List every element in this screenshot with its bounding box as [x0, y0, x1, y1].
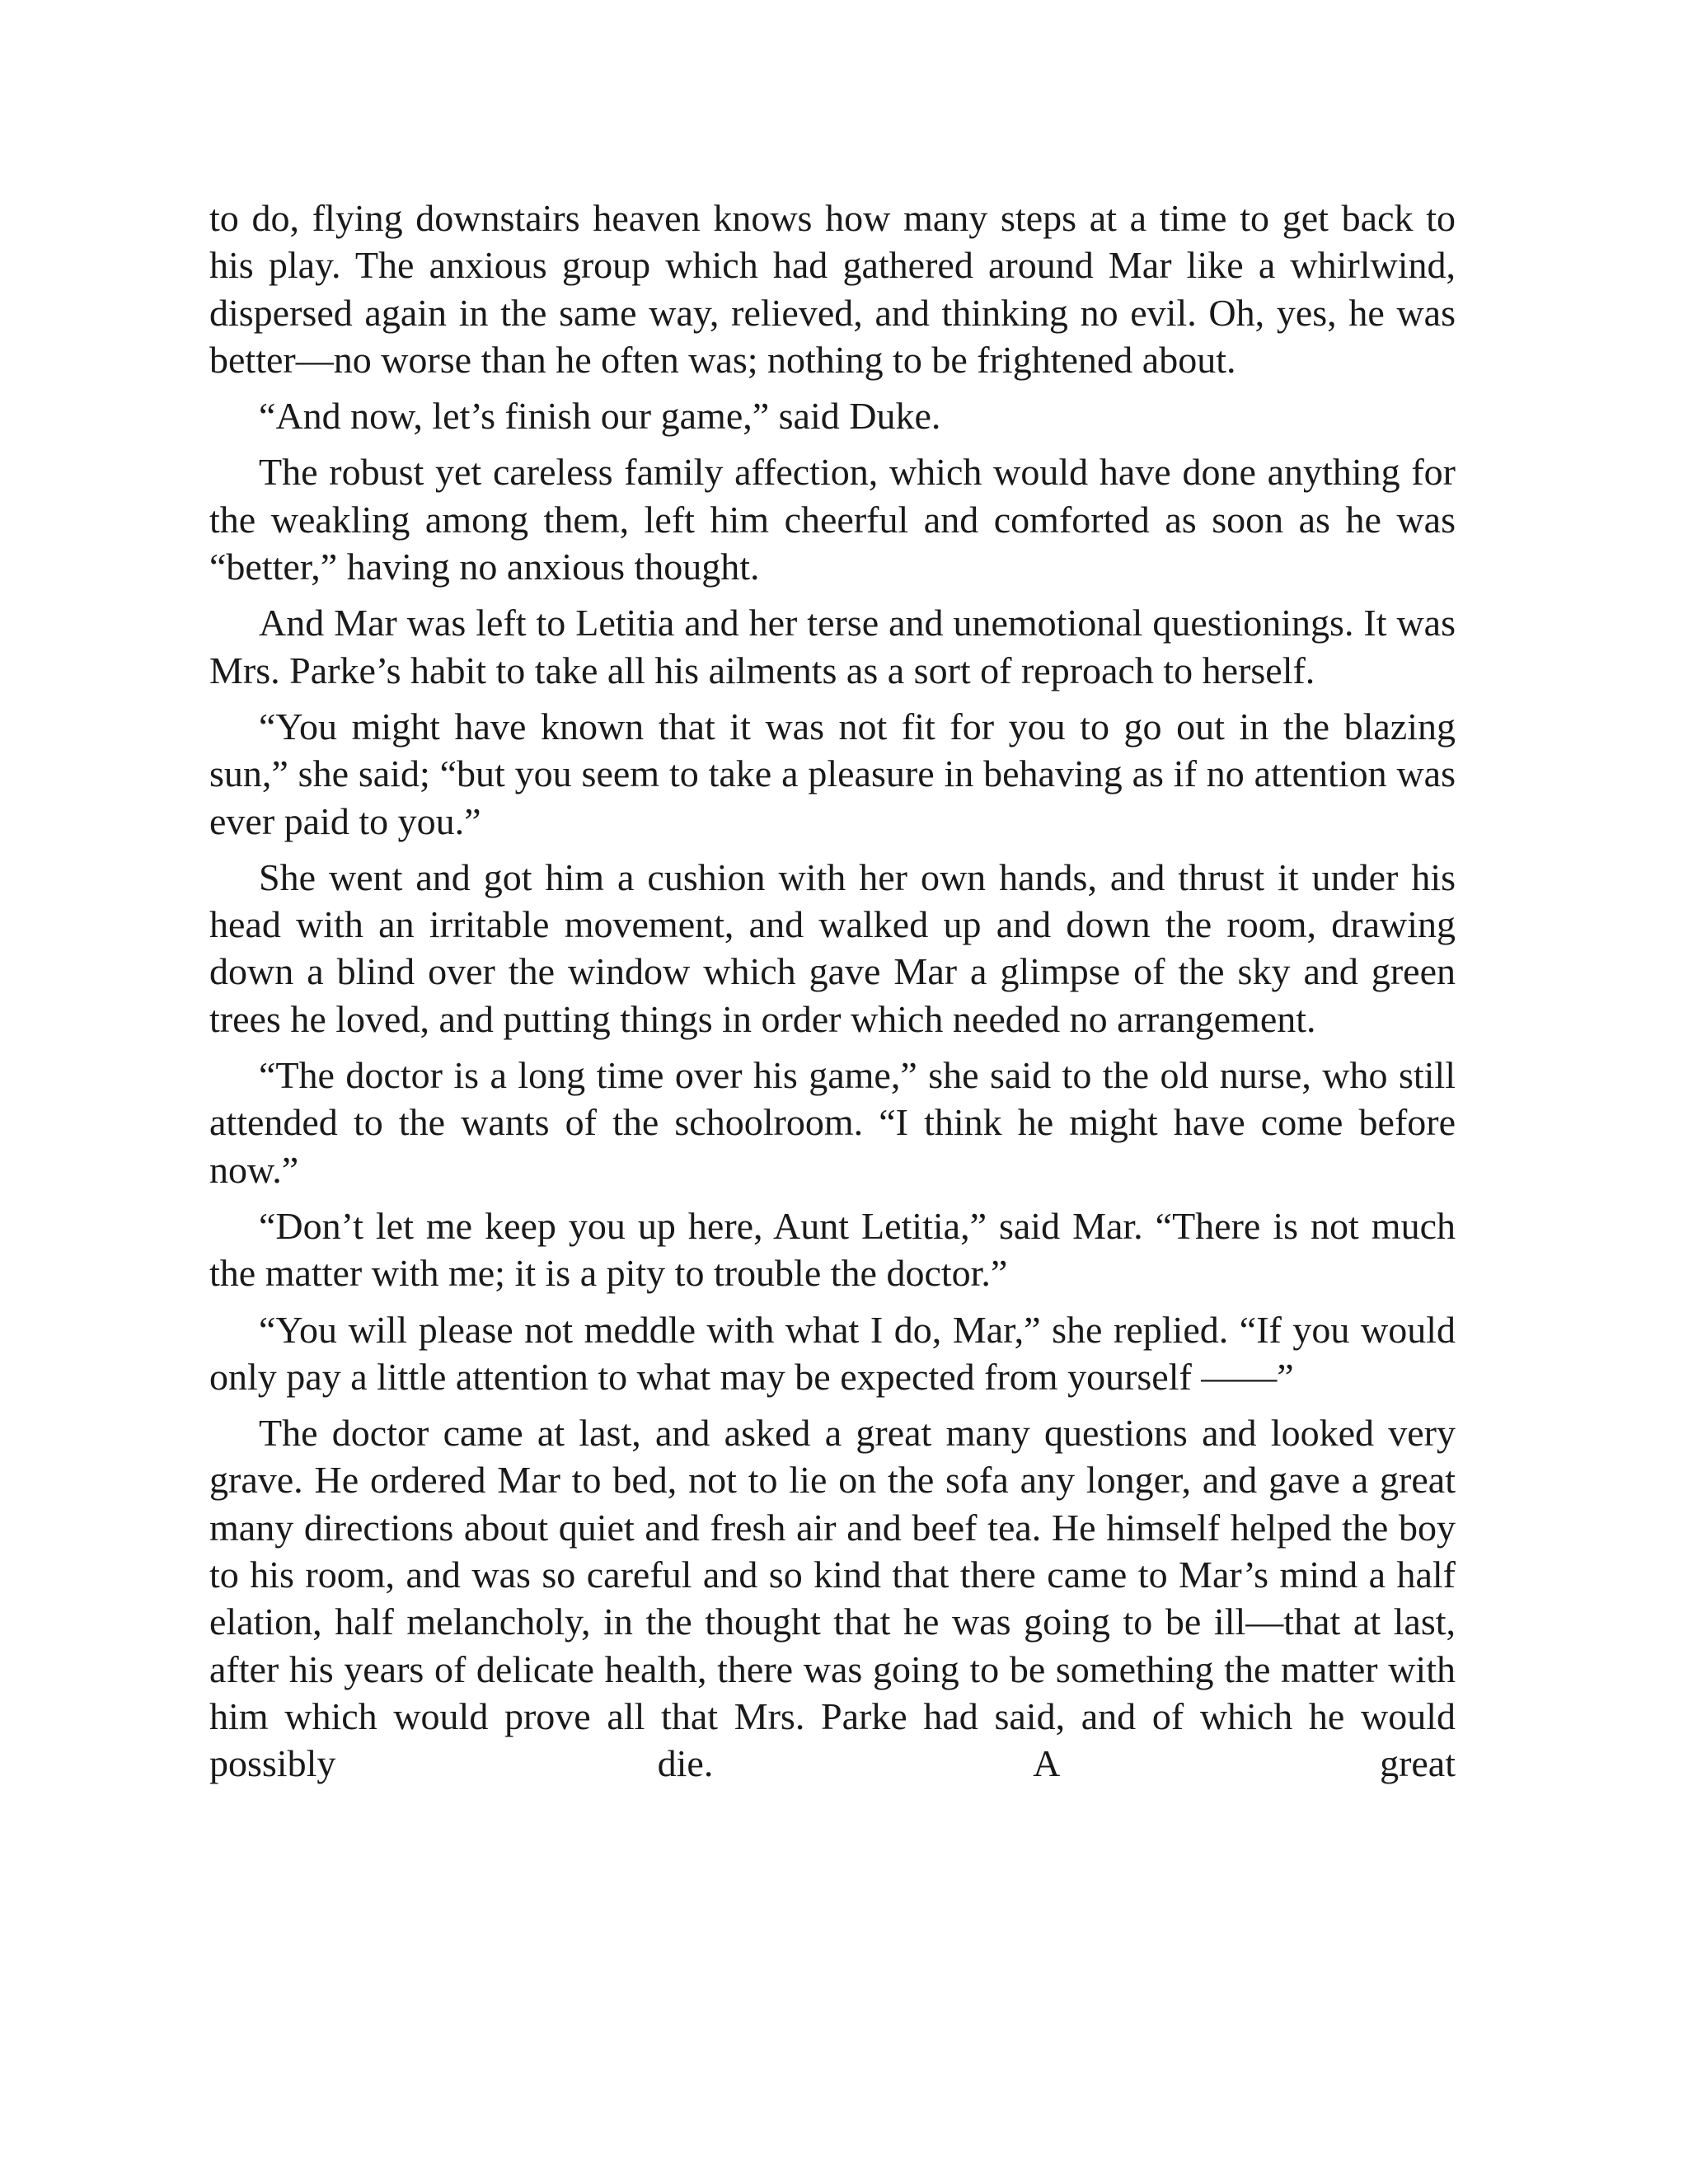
paragraph-4: And Mar was left to Letitia and her terse and unemotional questionings. It was Mrs. Parke’s habit to take all his ailments as a sort of reproach to herself. [209, 602, 1456, 691]
paragraph-8: “Don’t let me keep you up here, Aunt Letitia,” said Mar. “There is not much the matter with me; it is a pity to trouble the doctor.” [209, 1204, 1456, 1295]
paragraph-3: The robust yet careless family affection, which would have done anything for the weakling among them, left him cheerful and comforted as soon as he was “better,” having no anxious thought. [209, 451, 1456, 588]
paragraph-9: “You will please not meddle with what I do, Mar,” she replied. “If you would only pay a little attention to what may be expected from yourself ——” [209, 1308, 1456, 1398]
paragraph-2: “And now, let’s finish our game,” said Duke. [259, 395, 941, 438]
paragraph-7: “The doctor is a long time over his game,” she said to the old nurse, who still attended to the wants of the schoolroom. “I think he might have come before now.” [209, 1054, 1456, 1191]
paragraph-5: “You might have known that it was not fit for you to go out in the blazing sun,” she said; “but you seem to take a pleasure in behaving as if no attention was ever paid to you.” [209, 705, 1456, 842]
page-body [209, 194, 1456, 1788]
paragraph-6: She went and got him a cushion with her own hands, and thrust it under his head with an irritable movement, and walked up and down the room, drawing down a blind over the window which gave Mar a glimpse of the sky and green trees he loved, and putting things in order which needed no arrangement. [209, 855, 1456, 1040]
paragraph-1: to do, flying downstairs heaven knows how many steps at a time to get back to his play. The anxious group which had gathered around Mar like a whirlwind, dispersed again in the same way, relieved, and thinking no evil. Oh, yes, he was better—no worse than he often was; nothing to be frightened about. [209, 197, 1456, 381]
paragraph-10: The doctor came at last, and asked a great many questions and looked very grave. He ordered Mar to bed, not to lie on the sofa any longer, and gave a great many directions about quiet and fresh air and beef tea. He himself helped the boy to his room, and was so careful and so kind that there came to Mar’s mind a half elation, half melancholy, in the thought that he was going to be ill—that at last, after his years of delicate health, there was going to be something the matter with him which would prove all that Mrs. Parke had said, and of which he would possibly die. A great [209, 1412, 1456, 1785]
